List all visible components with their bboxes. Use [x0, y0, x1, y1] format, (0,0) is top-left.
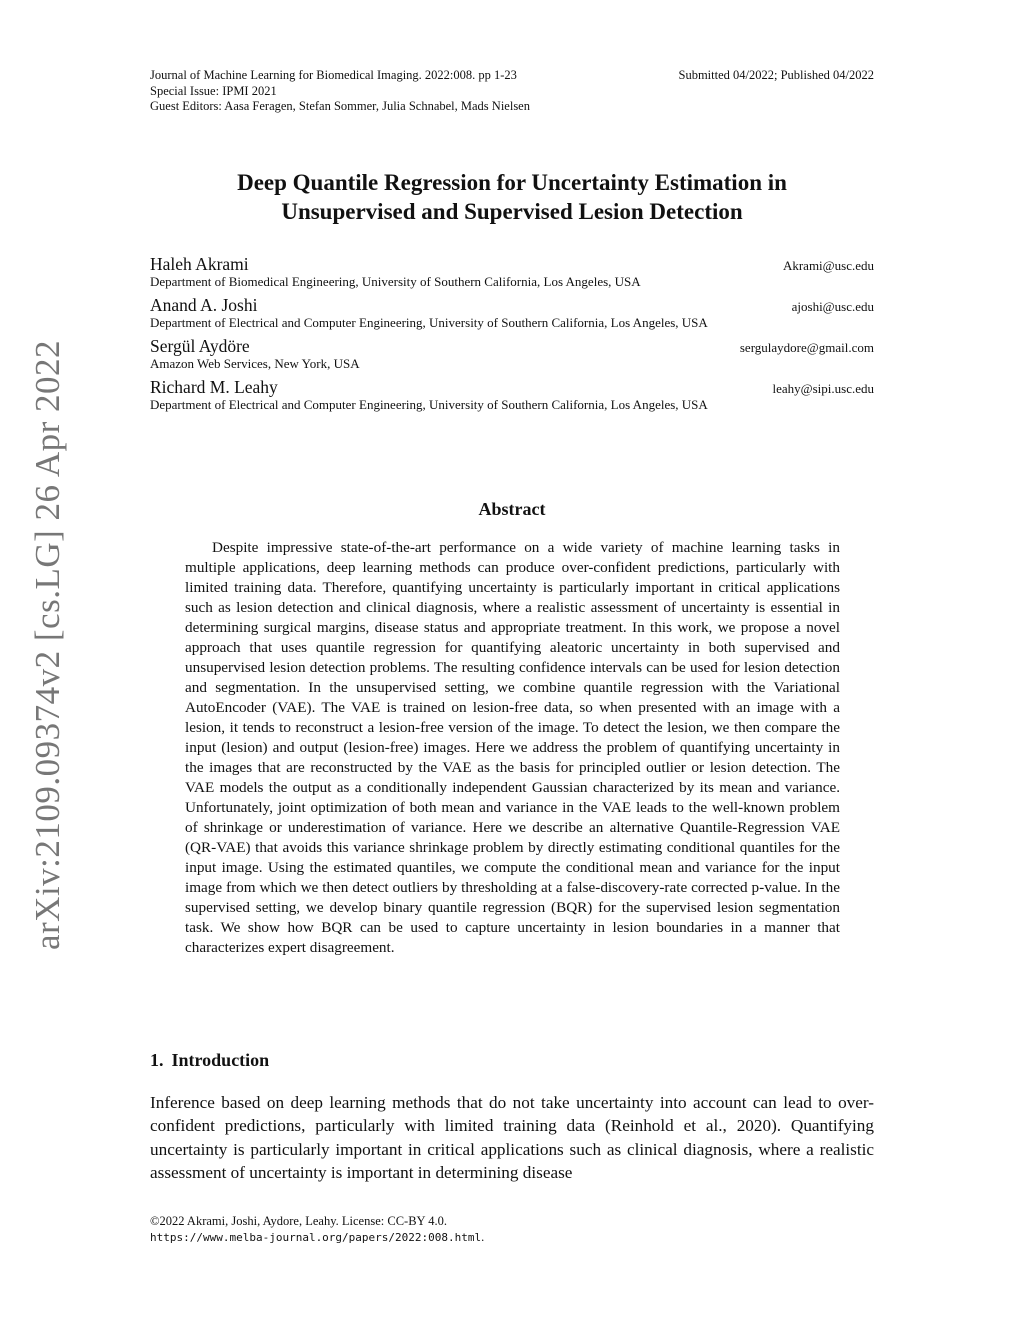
abstract-text: Despite impressive state-of-the-art performance on a wide variety of machine learning tasks in multiple applications, deep learning methods can produce over-confident predictions, particularly with limited training data. Therefore, quantifying uncertainty is particularly important in critical applications such as lesion detection and clinical diagnosis, where a realistic assessment of uncertainty is essential in determining surgical margins, disease status and appropriate treatment. In this work, we propose a novel approach that uses quantile regression for quantifying aleatoric uncertainty in both supervised and unsupervised lesion detection problems. The resulting confidence intervals can be used for lesion detection and segmentation. In the unsupervised setting, we combine quantile regression with the Variational AutoEncoder (VAE). The VAE is trained on lesion-free data, so when presented with an image with a lesion, it tends to reconstruct a lesion-free version of the image. To detect the lesion, we then compare the input (lesion) and output (lesion-free) images. Here we address the problem of quantifying uncertainty in the images that are reconstructed by the VAE as the basis for principled outlier or lesion detection. The VAE models the output as a conditionally independent Gaussian characterized by its mean and variance. Unfortunately, joint optimization of both mean and variance in the VAE leads to the well-known problem of shrinkage or underestimation of variance. Here we describe an alternative Quantile-Regression VAE (QR-VAE) that avoids this variance shrinkage problem by directly estimating conditional quantiles for the input image. Using the estimated quantiles, we compute the conditional mean and variance for the input image from which we then detect outliers by thresholding at a false-discovery-rate corrected p-value. In the supervised setting, we develop binary quantile regression (BQR) for the supervised lesion segmentation task. We show how BQR can be used to capture uncertainty in lesion boundaries in a manner that characterizes expert disagreement.: [185, 539, 840, 956]
author-affiliation: Department of Electrical and Computer Engineering, University of Southern California, Los Angeles, USA: [150, 397, 708, 412]
guest-editors: Guest Editors: Aasa Feragen, Stefan Sommer, Julia Schnabel, Mads Nielsen: [150, 99, 530, 113]
author-name: Richard M. Leahy: [150, 377, 278, 397]
arxiv-identifier-stamp: [28, 339, 68, 951]
abstract-heading: Abstract: [478, 499, 546, 519]
copyright-notice: ©2022 Akrami, Joshi, Aydore, Leahy. License: CC-BY 4.0.: [150, 1214, 447, 1228]
author-email[interactable]: Akrami@usc.edu: [782, 258, 874, 273]
paper-title: [150, 168, 874, 226]
author-block: [150, 254, 874, 295]
submission-dates: Submitted 04/2022; Published 04/2022: [678, 68, 874, 82]
title-line-1: Deep Quantile Regression for Uncertainty Estimation in: [237, 170, 787, 195]
author-name: Sergül Aydöre: [150, 336, 250, 356]
section-heading-introduction: [150, 1050, 874, 1071]
section-number: 1.: [150, 1050, 164, 1070]
author-email[interactable]: sergulaydore@gmail.com: [739, 340, 874, 355]
author-list: [150, 254, 874, 418]
paper-url-link[interactable]: https://www.melba-journal.org/papers/2022:008.html: [150, 1230, 482, 1244]
title-line-2: Unsupervised and Supervised Lesion Detection: [281, 199, 743, 224]
special-issue: Special Issue: IPMI 2021: [150, 83, 277, 98]
author-name: Haleh Akrami: [150, 254, 249, 274]
author-email[interactable]: leahy@sipi.usc.edu: [772, 381, 874, 396]
page-footer: ©2022 Akrami, Joshi, Aydore, Leahy. License: CC-BY 4.0. https://www.melba-journal.org/papers/2022:008.html.: [150, 1214, 874, 1245]
arxiv-id-text: arXiv:2109.09374v2 [cs.LG] 26 Apr 2022: [28, 339, 68, 951]
journal-header: [150, 68, 874, 115]
author-affiliation: Department of Biomedical Engineering, University of Southern California, Los Angeles, USA: [150, 274, 641, 289]
section-title: Introduction: [171, 1050, 270, 1070]
author-affiliation: Amazon Web Services, New York, USA: [150, 356, 360, 371]
author-name: Anand A. Joshi: [150, 295, 258, 315]
author-block: [150, 295, 874, 336]
author-affiliation: Department of Electrical and Computer Engineering, University of Southern California, Los Angeles, USA: [150, 315, 708, 330]
author-block: [150, 377, 874, 418]
introduction-text: Inference based on deep learning methods that do not take uncertainty into account can lead to over-confident predictions, particularly with limited training data (Reinhold et al., 2020). Quantifying uncertainty is particularly important in critical applications such as clinical diagnosis, where a realistic assessment of uncertainty is important in determining disease: [150, 1093, 874, 1182]
journal-citation: Journal of Machine Learning for Biomedical Imaging. 2022:008. pp 1-23: [150, 68, 517, 82]
author-email[interactable]: ajoshi@usc.edu: [791, 299, 874, 314]
author-block: [150, 336, 874, 377]
